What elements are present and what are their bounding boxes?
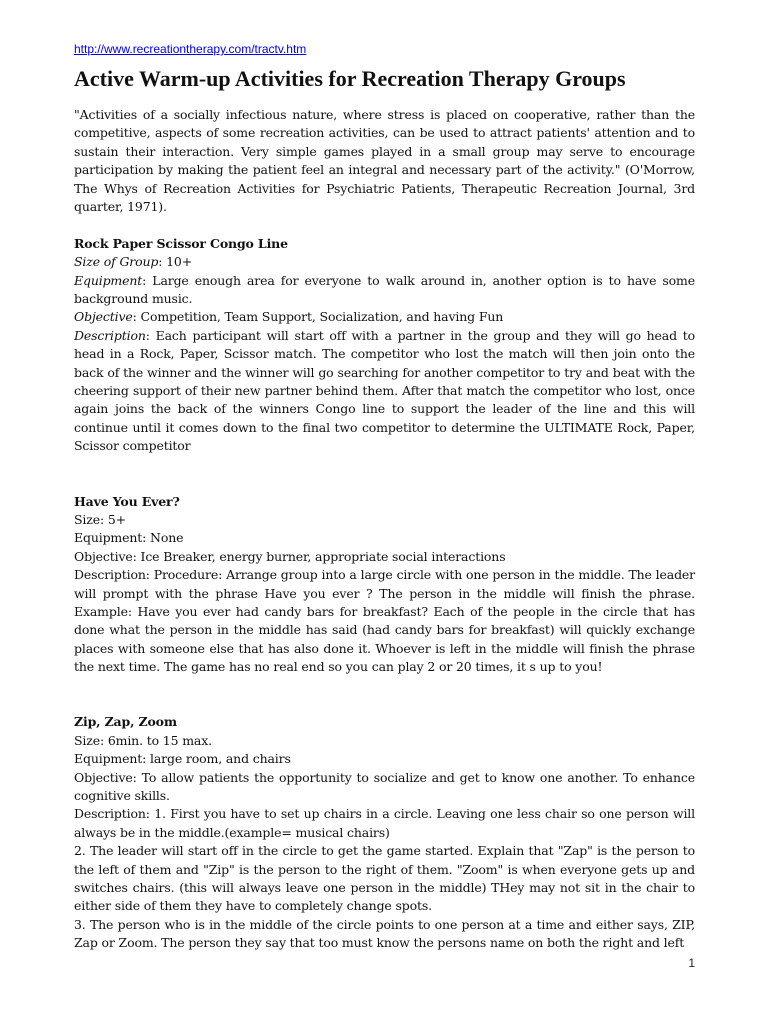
- activity1-description-label: Description: [74, 327, 146, 343]
- activity1-description-value: : Each participant will start off with a partner in the group and they will go head to head in a Rock, Paper, Scissor match. The competitor who lost the match will then join onto the back of the winner and the winner will go searching for another competitor to try and beat with the cheering support of their new partner behind them. After that match the competitor who lost, once again joins the back of the winners Congo line to support the leader of the line and this will continue until it comes down to the final two competitor to determine the ULTIMATE Rock, Paper, Scissor competitor: [74, 327, 695, 454]
- activity3-size: Size: 6min. to 15 max.: [74, 732, 212, 748]
- activity1-objective-value: : Competition, Team Support, Socialization, and having Fun: [132, 309, 504, 325]
- source-url-link[interactable]: http://www.recreationtherapy.com/tractv.htm: [74, 42, 307, 56]
- activity2-objective: Objective: Ice Breaker, energy burner, appropriate social interactions: [74, 548, 506, 564]
- activity2-description: Description: Procedure: Arrange group into a large circle with one person in the middle. The leader will prompt with the phrase Have you ever ? The person in the middle will finish the phrase. Example: Have you ever had candy bars for breakfast? Each of the people in the circle that has done what the person in the middle has said (had candy bars for breakfast) will quickly exchange places with someone else that has also done it. Whoever is left in the middle will finish the phrase the next time. The game has no real end so you can play 2 or 20 times, it s up to you!: [74, 567, 695, 675]
- activity1-equipment-value: : Large enough area for everyone to walk around in, another option is to have some background music.: [74, 272, 695, 307]
- activity3-step-1: Description: 1. First you have to set up chairs in a circle. Leaving one less chair so one person will always be in the middle.(example= musical chairs): [74, 806, 695, 840]
- activity3-equipment: Equipment: large room, and chairs: [74, 751, 291, 767]
- activity1-objective-label: Objective: [74, 309, 133, 325]
- activity1-size-label: Size of Group: [74, 254, 159, 270]
- activity-heading-zip-zap-zoom: Zip, Zap, Zoom: [74, 714, 177, 730]
- activity1-size-value: : 10+: [158, 254, 193, 270]
- activity1-description: [74, 327, 695, 456]
- page-title: Active Warm-up Activities for Recreation Therapy Groups: [74, 66, 626, 91]
- intro-quote: "Activities of a socially infectious nature, where stress is placed on cooperative, rather than the competitive, aspects of some recreation activities, can be used to attract patients' attention and to sustain their interaction. Very simple games played in a small group may serve to encourage participation by making the patient feel an integral and necessary part of the activity." (O'Morrow, The Whys of Recreation Activities for Psychiatric Patients, Therapeutic Recreation Journal, 3rd quarter, 1971).: [74, 107, 695, 215]
- activity3-step-2: 2. The leader will start off in the circle to get the game started. Explain that "Zap" is the person to the left of them and "Zip" is the person to the right of them. "Zoom" is when everyone gets up and switches chairs. (this will always leave one person in the middle) THey may not sit in the chair to either side of them they have to completely change spots.: [74, 843, 695, 914]
- activity2-equipment: Equipment: None: [74, 530, 184, 546]
- activity3-objective: Objective: To allow patients the opportunity to socialize and get to know one another. To enhance cognitive skills.: [74, 769, 695, 803]
- activity1-objective: [74, 308, 695, 326]
- page-number: 1: [688, 956, 695, 970]
- activity1-equipment-label: Equipment: [74, 272, 143, 288]
- activity3-step-3: 3. The person who is in the middle of the circle points to one person at a time and either says, ZIP, Zap or Zoom. The person they say that too must know the persons name on both the right and left: [74, 916, 695, 951]
- activity-heading-rock-paper-scissor: Rock Paper Scissor Congo Line: [74, 235, 288, 251]
- activity1-equipment: [74, 272, 695, 309]
- activity-heading-have-you-ever: Have You Ever?: [74, 493, 180, 509]
- activity1-size: [74, 253, 695, 271]
- activity2-size: Size: 5+: [74, 511, 126, 527]
